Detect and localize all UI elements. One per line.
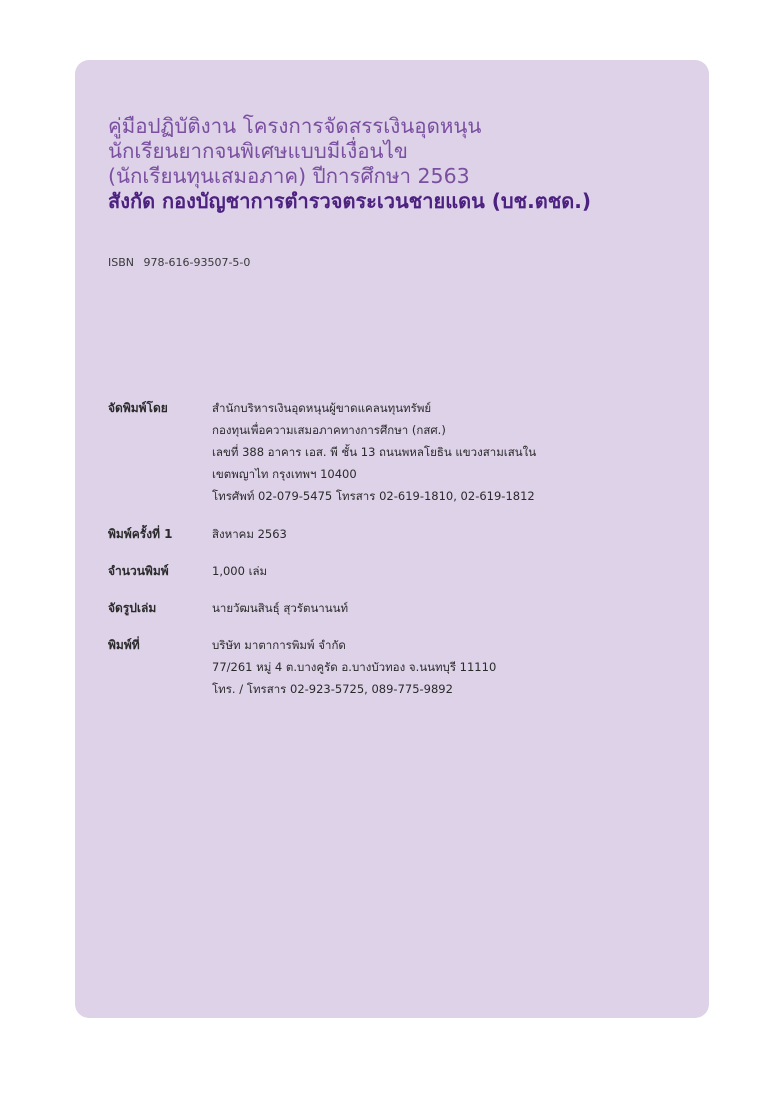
quantity-value: 1,000 เล่ม — [212, 564, 268, 578]
printer-row — [108, 634, 688, 700]
publisher-line: โทรศัพท์ 02-079-5475 โทรสาร 02-619-1810, 02-619-1812 — [212, 489, 535, 503]
layout-label: จัดรูปเล่ม — [108, 601, 157, 615]
publisher-values — [212, 397, 688, 507]
quantity-values — [212, 560, 688, 582]
printer-line: โทร. / โทรสาร 02-923-5725, 089-775-9892 — [212, 682, 453, 696]
publication-details — [108, 397, 688, 700]
publisher-line: เลขที่ 388 อาคาร เอส. พี ชั้น 13 ถนนพหลโยธิน แขวงสามเสนใน — [212, 445, 537, 459]
isbn-label: ISBN — [108, 256, 135, 269]
edition-label: พิมพ์ครั้งที่ 1 — [108, 527, 173, 541]
quantity-row — [108, 560, 688, 582]
layout-value: นายวัฒนสินธุ์ สุวรัตนานนท์ — [212, 601, 349, 615]
title-line-3: (นักเรียนทุนเสมอภาค) ปีการศึกษา 2563 — [108, 164, 470, 188]
title-line-affiliation: สังกัด กองบัญชาการตำรวจตระเวนชายแดน (บช.ตชด.) — [108, 189, 591, 213]
printer-line: 77/261 หมู่ 4 ต.บางคูรัด อ.บางบัวทอง จ.นนทบุรี 11110 — [212, 660, 497, 674]
layout-row — [108, 597, 688, 619]
colophon-panel — [75, 60, 709, 1018]
publisher-label: จัดพิมพ์โดย — [108, 401, 168, 415]
isbn-value: 978-616-93507-5-0 — [143, 256, 251, 269]
printer-line: บริษัท มาตาการพิมพ์ จำกัด — [212, 638, 346, 652]
quantity-label: จำนวนพิมพ์ — [108, 564, 169, 578]
publisher-row — [108, 397, 688, 507]
printer-values — [212, 634, 688, 700]
edition-row — [108, 523, 688, 545]
title-line-1: คู่มือปฏิบัติงาน โครงการจัดสรรเงินอุดหนุน — [108, 114, 482, 138]
printer-label: พิมพ์ที่ — [108, 638, 140, 652]
layout-values — [212, 597, 688, 619]
title-line-2: นักเรียนยากจนพิเศษแบบมีเงื่อนไข — [108, 139, 408, 163]
publisher-line: กองทุนเพื่อความเสมอภาคทางการศึกษา (กสศ.) — [212, 423, 446, 437]
publisher-line: เขตพญาไท กรุงเทพฯ 10400 — [212, 467, 357, 481]
isbn-line — [108, 256, 250, 269]
edition-values — [212, 523, 688, 545]
document-title — [108, 114, 688, 214]
publisher-line: สำนักบริหารเงินอุดหนุนผู้ขาดแคลนทุนทรัพย์ — [212, 401, 432, 415]
edition-value: สิงหาคม 2563 — [212, 527, 287, 541]
